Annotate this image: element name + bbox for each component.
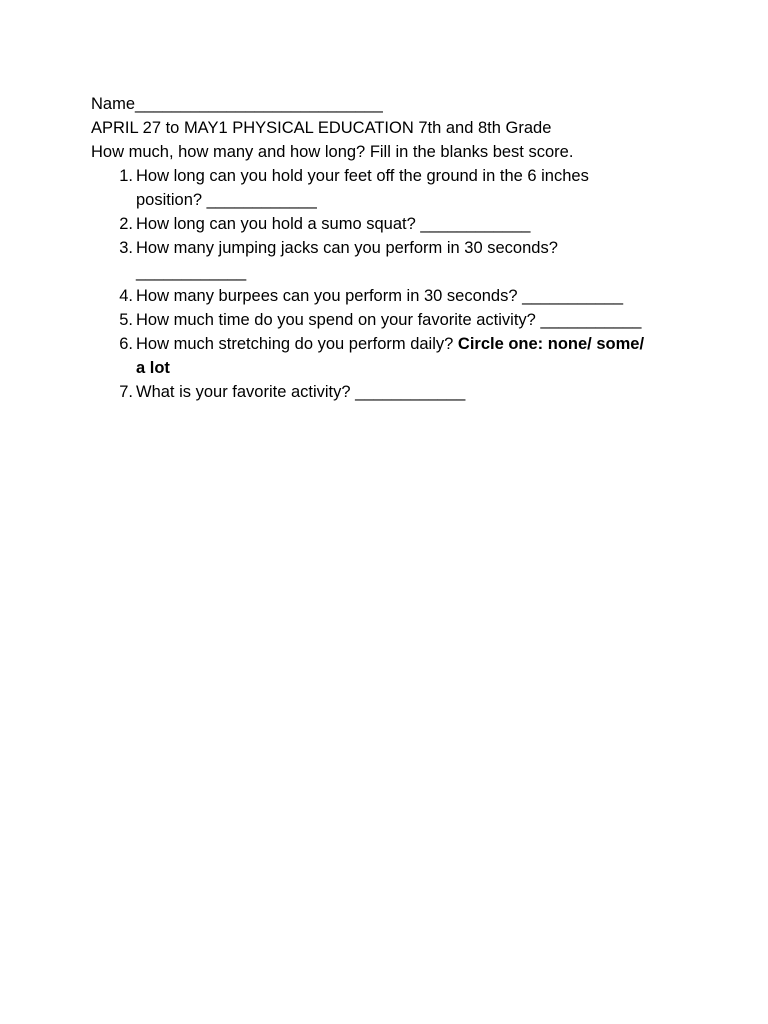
question-answer-blank: position? ____________	[136, 191, 317, 209]
question-text: What is your favorite activity? ____________	[136, 383, 466, 401]
question-text: How many jumping jacks can you perform in 30 seconds?	[136, 239, 558, 257]
question-text: How long can you hold a sumo squat? ____________	[136, 215, 531, 233]
question-text: How many burpees can you perform in 30 seconds? ___________	[136, 287, 624, 305]
question-number: 2.	[119, 215, 133, 233]
worksheet-page	[91, 92, 691, 404]
worksheet-title: APRIL 27 to MAY1 PHYSICAL EDUCATION 7th and 8th Grade	[91, 119, 552, 137]
question-number: 4.	[119, 287, 133, 305]
question-text: How much time do you spend on your favorite activity? ___________	[136, 311, 642, 329]
question-text: How long can you hold your feet off the ground in the 6 inches	[136, 167, 589, 185]
question-number: 7.	[119, 383, 133, 401]
question-text: How much stretching do you perform daily?	[136, 335, 458, 353]
question-item-7	[91, 380, 691, 404]
question-item-4	[91, 284, 691, 308]
circle-one-options-continued: a lot	[136, 359, 170, 377]
question-number: 3.	[119, 239, 133, 257]
question-answer-blank: ____________	[136, 263, 247, 281]
question-item-3	[91, 236, 691, 284]
question-item-5	[91, 308, 691, 332]
question-item-1	[91, 164, 691, 212]
question-number: 1.	[119, 167, 133, 185]
circle-one-options: Circle one: none/ some/	[457, 335, 645, 353]
question-list	[91, 164, 691, 404]
question-item-2	[91, 212, 691, 236]
question-item-6	[91, 332, 691, 380]
question-text-row	[136, 332, 691, 356]
question-number: 6.	[119, 335, 133, 353]
question-number: 5.	[119, 311, 133, 329]
worksheet-instructions: How much, how many and how long? Fill in the blanks best score.	[91, 143, 574, 161]
name-field-line: Name___________________________	[91, 95, 383, 113]
